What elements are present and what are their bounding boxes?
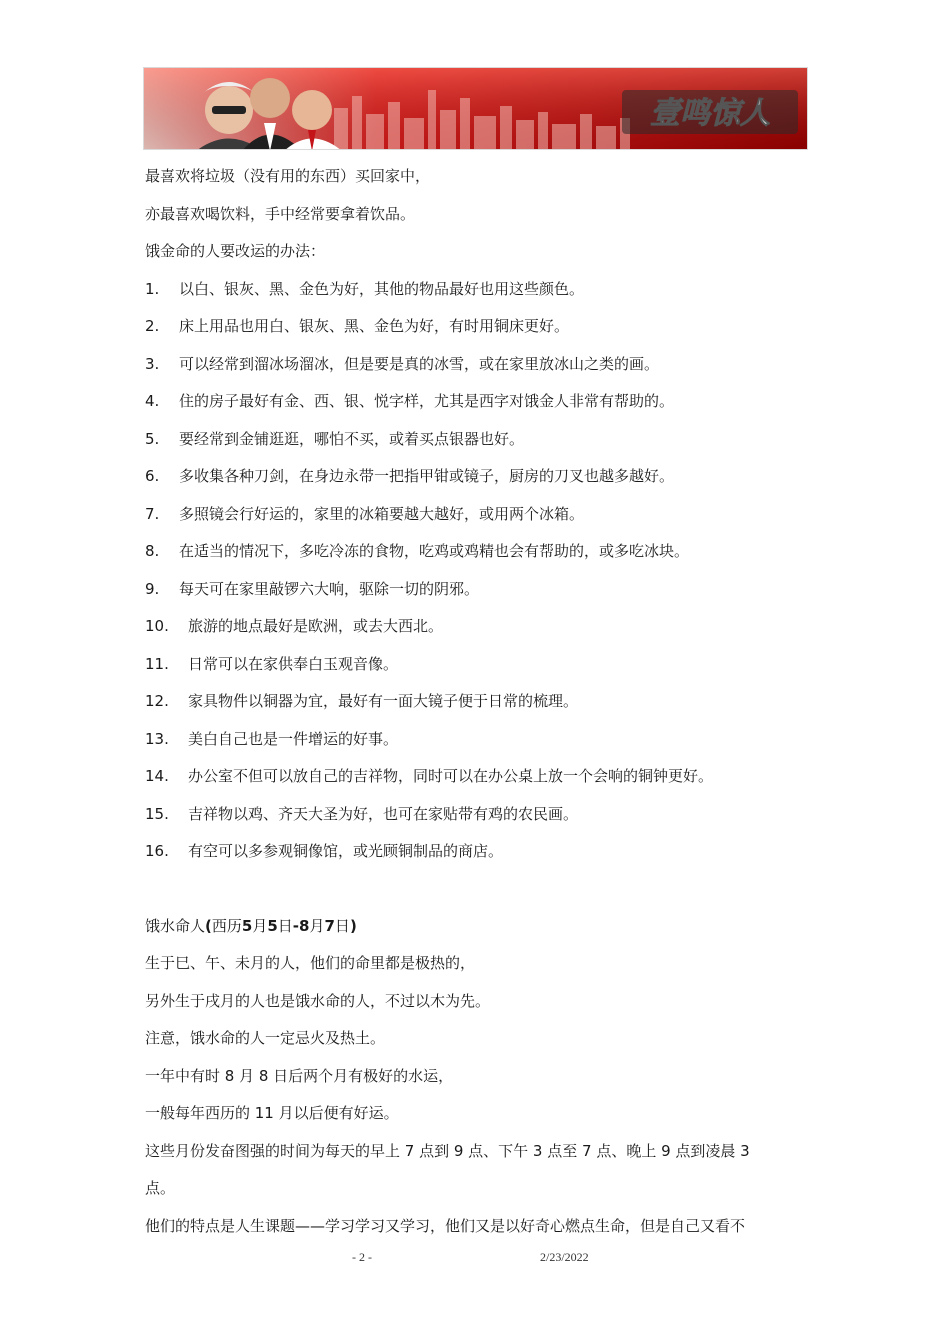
list-text: 多照镜会行好运的，家里的冰箱要越大越好，或用两个冰箱。 bbox=[179, 504, 585, 523]
list-item bbox=[145, 271, 813, 309]
banner-graphic bbox=[144, 68, 808, 150]
paragraph: 另外生于戌月的人也是饿水命的人，不过以木为先。 bbox=[145, 991, 491, 1010]
list-number: 11. bbox=[145, 654, 169, 673]
heading-part: 月 bbox=[252, 916, 268, 935]
list-item bbox=[145, 383, 813, 421]
list-text: 办公室不但可以放自己的吉祥物，同时可以在办公桌上放一个会响的铜钟更好。 bbox=[188, 767, 714, 785]
list-item bbox=[145, 458, 813, 496]
list-number: 2. bbox=[145, 317, 160, 335]
spacer bbox=[145, 871, 813, 908]
list-number: 12. bbox=[145, 692, 169, 710]
list-item bbox=[145, 683, 813, 721]
list-item bbox=[145, 796, 813, 834]
paragraph: 他们的特点是人生课题——学习学习又学习，他们又是以好奇心燃点生命，但是自己又看不 bbox=[145, 1216, 746, 1235]
heading-part: 月 bbox=[309, 916, 325, 935]
list-item bbox=[145, 721, 813, 759]
list-item bbox=[145, 571, 813, 609]
list-item bbox=[145, 421, 813, 459]
list-item bbox=[145, 533, 813, 571]
list-text: 床上用品也用白、银灰、黑、金色为好，有时用铜床更好。 bbox=[179, 317, 570, 335]
paragraph: 一年中有时 8 月 8 日后两个月有极好的水运， bbox=[145, 1066, 454, 1085]
list-item bbox=[145, 833, 813, 871]
heading-part: 5 bbox=[241, 916, 253, 935]
list-number: 10. bbox=[145, 617, 169, 635]
heading-part: 5 bbox=[267, 916, 278, 935]
heading-part: ) bbox=[349, 916, 357, 935]
list-number: 14. bbox=[145, 767, 169, 785]
list-number: 5. bbox=[145, 429, 160, 448]
paragraph: 注意，饿水命的人一定忌火及热土。 bbox=[145, 1029, 386, 1047]
list-text: 住的房子最好有金、西、银、悦字样，尤其是西字对饿金人非常有帮助的。 bbox=[179, 392, 675, 410]
paragraph: 一般每年西历的 11 月以后便有好运。 bbox=[145, 1104, 399, 1122]
heading-part: 西历 bbox=[211, 916, 242, 935]
list-item bbox=[145, 346, 813, 384]
list-number: 16. bbox=[145, 842, 169, 860]
list-number: 1. bbox=[145, 279, 160, 298]
list-number: 13. bbox=[145, 729, 169, 748]
list-text: 吉祥物以鸡、齐天大圣为好，也可在家贴带有鸡的农民画。 bbox=[188, 804, 579, 823]
heading-part: 7 bbox=[324, 916, 335, 935]
list-number: 6. bbox=[145, 467, 160, 485]
list-number: 3. bbox=[145, 354, 160, 373]
list-text: 日常可以在家供奉白玉观音像。 bbox=[188, 654, 399, 673]
list-number: 15. bbox=[145, 804, 169, 823]
list-text: 美白自己也是一件增运的好事。 bbox=[188, 729, 399, 748]
page-number: - 2 - bbox=[352, 1250, 372, 1264]
heading-part: 日 bbox=[277, 916, 293, 935]
list-text: 家具物件以铜器为宜，最好有一面大镜子便于日常的梳理。 bbox=[188, 692, 579, 710]
list-item bbox=[145, 496, 813, 534]
list-number: 7. bbox=[145, 504, 160, 523]
paragraph: 饿金命的人要改运的办法： bbox=[145, 242, 326, 260]
paragraph: 最喜欢将垃圾（没有用的东西）买回家中， bbox=[145, 167, 431, 185]
logo-text: 壹鸣惊人 bbox=[650, 96, 770, 131]
list-item bbox=[145, 608, 813, 646]
paragraph: 点。 bbox=[145, 1179, 176, 1197]
list-item bbox=[145, 308, 813, 346]
paragraph: 生于巳、午、未月的人，他们的命里都是极热的， bbox=[145, 954, 476, 972]
section-heading bbox=[145, 908, 813, 946]
list-item bbox=[145, 758, 813, 796]
heading-part: 日 bbox=[334, 916, 350, 935]
list-text: 多收集各种刀剑，在身边永带一把指甲钳或镜子，厨房的刀叉也越多越好。 bbox=[179, 467, 675, 485]
numbered-list bbox=[145, 271, 813, 871]
list-text: 以白、银灰、黑、金色为好，其他的物品最好也用这些颜色。 bbox=[179, 279, 585, 298]
list-number: 4. bbox=[145, 392, 160, 410]
list-text: 要经常到金铺逛逛，哪怕不买，或着买点银器也好。 bbox=[179, 429, 525, 448]
header-banner bbox=[143, 67, 808, 150]
list-text: 可以经常到溜冰场溜冰，但是要是真的冰雪，或在家里放冰山之类的画。 bbox=[179, 354, 660, 373]
program-logo bbox=[622, 90, 798, 134]
footer-date: 2/23/2022 bbox=[540, 1250, 589, 1264]
list-text: 在适当的情况下，多吃冷冻的食物，吃鸡或鸡精也会有帮助的，或多吃冰块。 bbox=[179, 542, 690, 560]
paragraph: 亦最喜欢喝饮料，手中经常要拿着饮品。 bbox=[145, 204, 416, 223]
heading-part: -8 bbox=[292, 916, 310, 935]
list-item bbox=[145, 646, 813, 684]
heading-part: ( bbox=[205, 916, 212, 935]
paragraph: 这些月份发奋图强的时间为每天的早上 7 点到 9 点、下午 3 点至 7 点、晚上 9 点到凌晨 3 bbox=[145, 1141, 750, 1160]
list-number: 8. bbox=[145, 542, 160, 560]
list-text: 旅游的地点最好是欧洲，或去大西北。 bbox=[188, 617, 444, 635]
list-text: 有空可以多参观铜像馆，或光顾铜制品的商店。 bbox=[188, 842, 504, 860]
document-body bbox=[145, 158, 813, 1245]
list-text: 每天可在家里敲锣六大响，驱除一切的阴邪。 bbox=[179, 579, 480, 598]
heading-part: 饿水命人 bbox=[145, 916, 206, 935]
list-number: 9. bbox=[145, 579, 160, 598]
